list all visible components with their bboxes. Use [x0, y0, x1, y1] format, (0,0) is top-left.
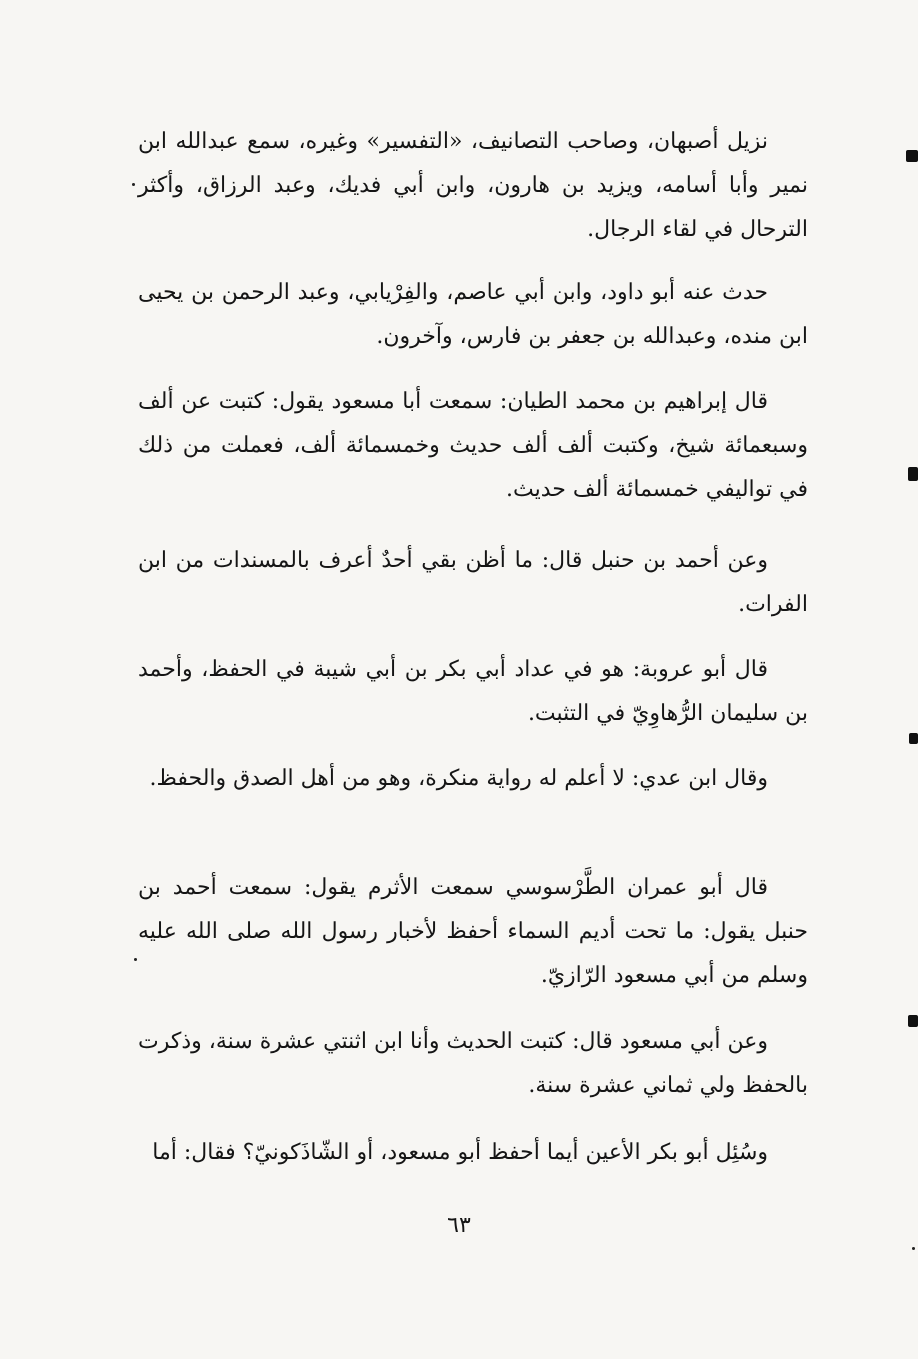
- paragraph-narrators: [138, 271, 808, 359]
- scan-speck: [134, 958, 137, 961]
- scan-mark: [908, 467, 918, 481]
- scan-speck: [912, 1247, 915, 1250]
- scan-speck: [132, 183, 135, 186]
- paragraph-ibrahim-quote: [138, 380, 808, 512]
- paragraph-text: قال أبو عمران الطَّرْسوسي سمعت الأثرم يقول: سمعت أحمد بن حنبل يقول: ما تحت أديم السماء أحفظ لأخبار رسول الله صلى الله عليه وسلم من أبي مسعود الرّازيّ.: [138, 875, 808, 988]
- paragraph-abu-masud-quote: [138, 1020, 808, 1108]
- scan-mark: [909, 733, 918, 744]
- paragraph-text: وقال ابن عدي: لا أعلم له رواية منكرة، وهو من أهل الصدق والحفظ.: [149, 766, 768, 791]
- paragraph-text: نزيل أصبهان، وصاحب التصانيف، «التفسير» وغيره، سمع عبدالله ابن نمير وأبا أسامه، ويزيد بن هارون، وابن أبي فديك، وعبد الرزاق، وأكثر الترحال في لقاء الرجال.: [138, 129, 808, 242]
- paragraph-text: قال إبراهيم بن محمد الطيان: سمعت أبا مسعود يقول: كتبت عن ألف وسبعمائة شيخ، وكتبت ألف ألف حديث وخمسمائة ألف، فعملت من ذلك في تواليفي خمسمائة ألف حديث.: [138, 389, 808, 502]
- paragraph-text: حدث عنه أبو داود، وابن أبي عاصم، والفِرْيابي، وعبد الرحمن بن يحيى ابن منده، وعبدالله بن جعفر بن فارس، وآخرون.: [138, 280, 808, 349]
- paragraph-text: وسُئِل أبو بكر الأعين أيما أحفظ أبو مسعود، أو الشّاذَكونيّ؟ فقال: أما: [152, 1140, 768, 1165]
- paragraph-question: [138, 1131, 808, 1175]
- paragraph-text: وعن أحمد بن حنبل قال: ما أظن بقي أحدٌ أعرف بالمسندات من ابن الفرات.: [138, 548, 808, 617]
- paragraph-text: قال أبو عروبة: هو في عداد أبي بكر بن أبي شيبة في الحفظ، وأحمد بن سليمان الرُّهاوِيّ في التثبت.: [138, 657, 808, 726]
- page-number: ٦٣: [447, 1213, 471, 1238]
- paragraph-ibn-adi-quote: [138, 757, 808, 801]
- scan-mark: [906, 150, 918, 162]
- paragraph-ahmad-quote: [138, 539, 808, 627]
- paragraph-biography: [138, 120, 808, 252]
- paragraph-tarsusi-quote: [138, 866, 808, 998]
- paragraph-abu-aruba-quote: [138, 648, 808, 736]
- scan-mark: [908, 1015, 918, 1027]
- paragraph-text: وعن أبي مسعود قال: كتبت الحديث وأنا ابن اثنتي عشرة سنة، وذكرت بالحفظ ولي ثماني عشرة سنة.: [138, 1029, 808, 1098]
